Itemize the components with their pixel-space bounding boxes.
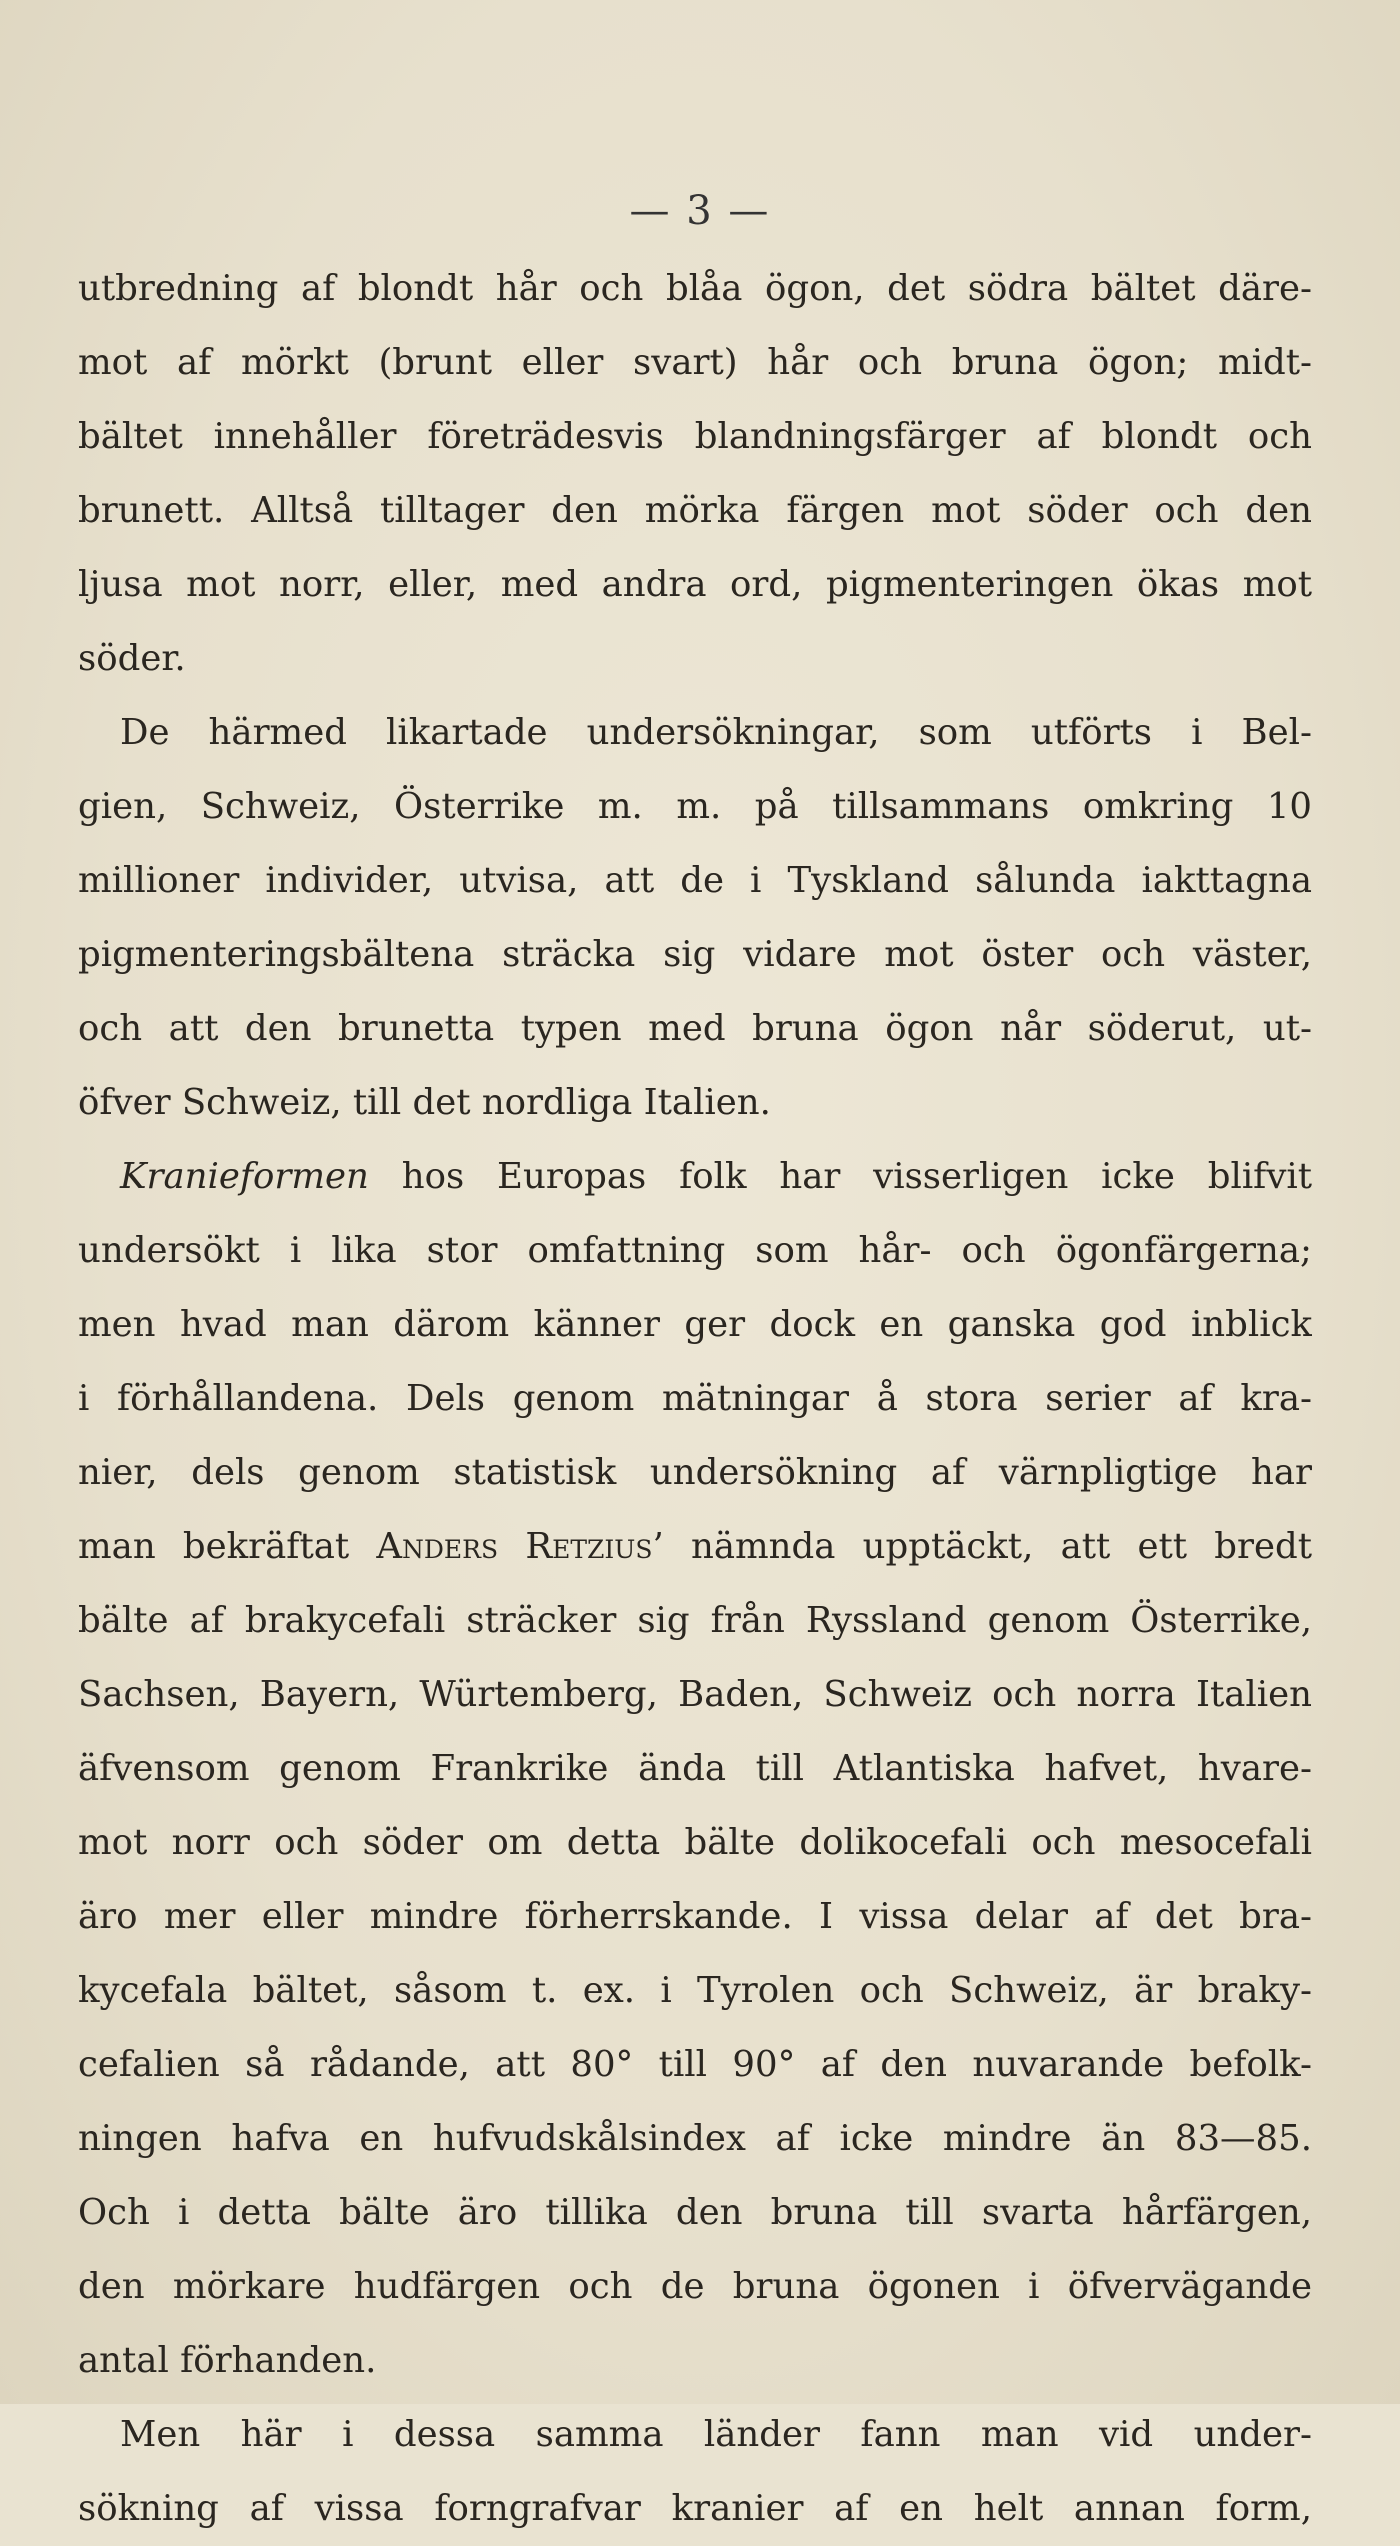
text-segment: De härmed likartade undersökningar, som utförts i Bel- <box>120 712 1312 753</box>
text-segment: ljusa mot norr, eller, med andra ord, pigmenteringen ökas mot <box>78 564 1312 605</box>
text-line <box>78 1732 1312 1806</box>
text-line <box>78 696 1312 770</box>
author-name: Anders Retzius <box>376 1526 653 1567</box>
text-segment: mot af mörkt (brunt eller svart) hår och bruna ögon; midt- <box>78 342 1312 383</box>
text-line <box>78 326 1312 400</box>
text-line <box>78 1066 1312 1140</box>
text-segment: Sachsen, Bayern, Würtemberg, Baden, Schweiz och norra Italien <box>78 1674 1312 1715</box>
text-segment: söder. <box>78 638 186 679</box>
text-line <box>78 2028 1312 2102</box>
text-segment: hos Europas folk har visserligen icke blifvit <box>368 1156 1312 1197</box>
text-segment: nier, dels genom statistisk undersökning af värnpligtige har <box>78 1452 1312 1493</box>
text-segment: gien, Schweiz, Österrike m. m. på tillsammans omkring 10 <box>78 786 1312 827</box>
text-segment: millioner individer, utvisa, att de i Tyskland sålunda iakttagna <box>78 860 1312 901</box>
text-line <box>78 1584 1312 1658</box>
italic-term: Kranieformen <box>120 1156 369 1197</box>
text-segment: kycefala bältet, såsom t. ex. i Tyrolen och Schweiz, är braky- <box>78 1970 1312 2011</box>
text-segment: men hvad man därom känner ger dock en ganska god inblick <box>78 1304 1312 1345</box>
text-line <box>78 1362 1312 1436</box>
text-segment: och att den brunetta typen med bruna ögon når söderut, ut- <box>78 1008 1312 1049</box>
text-segment: Men här i dessa samma länder fann man vid under- <box>120 2414 1312 2455</box>
text-line <box>78 2398 1312 2472</box>
text-segment: i förhållandena. Dels genom mätningar å stora serier af kra- <box>78 1378 1312 1419</box>
text-segment: utbredning af blondt hår och blåa ögon, det södra bältet däre- <box>78 268 1312 309</box>
text-line <box>78 918 1312 992</box>
text-line <box>78 2472 1312 2546</box>
text-segment: äfvensom genom Frankrike ända till Atlantiska hafvet, hvare- <box>78 1748 1312 1789</box>
text-segment: öfver Schweiz, till det nordliga Italien. <box>78 1082 771 1123</box>
text-segment: ningen hafva en hufvudskålsindex af icke mindre än 83—85. <box>78 2118 1312 2159</box>
text-line <box>78 1288 1312 1362</box>
text-line <box>78 1880 1312 1954</box>
text-line <box>78 1214 1312 1288</box>
text-segment: bältet innehåller företrädesvis blandningsfärger af blondt och <box>78 416 1312 457</box>
text-line <box>78 2176 1312 2250</box>
text-line <box>78 2250 1312 2324</box>
text-segment: den mörkare hudfärgen och de bruna ögonen i öfvervägande <box>78 2266 1312 2307</box>
text-line <box>78 770 1312 844</box>
text-line <box>78 548 1312 622</box>
text-segment: Och i detta bälte äro tillika den bruna till svarta hårfärgen, <box>78 2192 1312 2233</box>
text-line <box>78 1658 1312 1732</box>
text-segment: äro mer eller mindre förherrskande. I vissa delar af det bra- <box>78 1896 1312 1937</box>
text-segment: bälte af brakycefali sträcker sig från Ryssland genom Österrike, <box>78 1600 1312 1641</box>
text-line <box>78 1140 1312 1214</box>
text-line <box>78 252 1312 326</box>
text-segment: pigmenteringsbältena sträcka sig vidare mot öster och väster, <box>78 934 1312 975</box>
text-segment: brunett. Alltså tilltager den mörka färgen mot söder och den <box>78 490 1312 531</box>
text-segment: undersökt i lika stor omfattning som hår- och ögonfärgerna; <box>78 1230 1312 1271</box>
text-line <box>78 1954 1312 2028</box>
text-line <box>78 2102 1312 2176</box>
text-line <box>78 474 1312 548</box>
text-segment: sökning af vissa forngrafvar kranier af en helt annan form, <box>78 2488 1312 2529</box>
text-line <box>78 2324 1312 2398</box>
text-line <box>78 400 1312 474</box>
text-line <box>78 992 1312 1066</box>
text-segment: cefalien så rådande, att 80° till 90° af den nuvarande befolk- <box>78 2044 1312 2085</box>
text-segment: man bekräftat <box>78 1526 377 1567</box>
text-line <box>78 1436 1312 1510</box>
text-line <box>78 622 1312 696</box>
text-segment: ’ nämnda upptäckt, att ett bredt <box>652 1526 1312 1567</box>
body-text <box>78 252 1312 2546</box>
text-segment: antal förhanden. <box>78 2340 377 2381</box>
text-line <box>78 1510 1312 1584</box>
text-line <box>78 1806 1312 1880</box>
text-segment: mot norr och söder om detta bälte dolikocefali och mesocefali <box>78 1822 1312 1863</box>
page-number: — 3 — <box>629 188 771 234</box>
text-line <box>78 844 1312 918</box>
